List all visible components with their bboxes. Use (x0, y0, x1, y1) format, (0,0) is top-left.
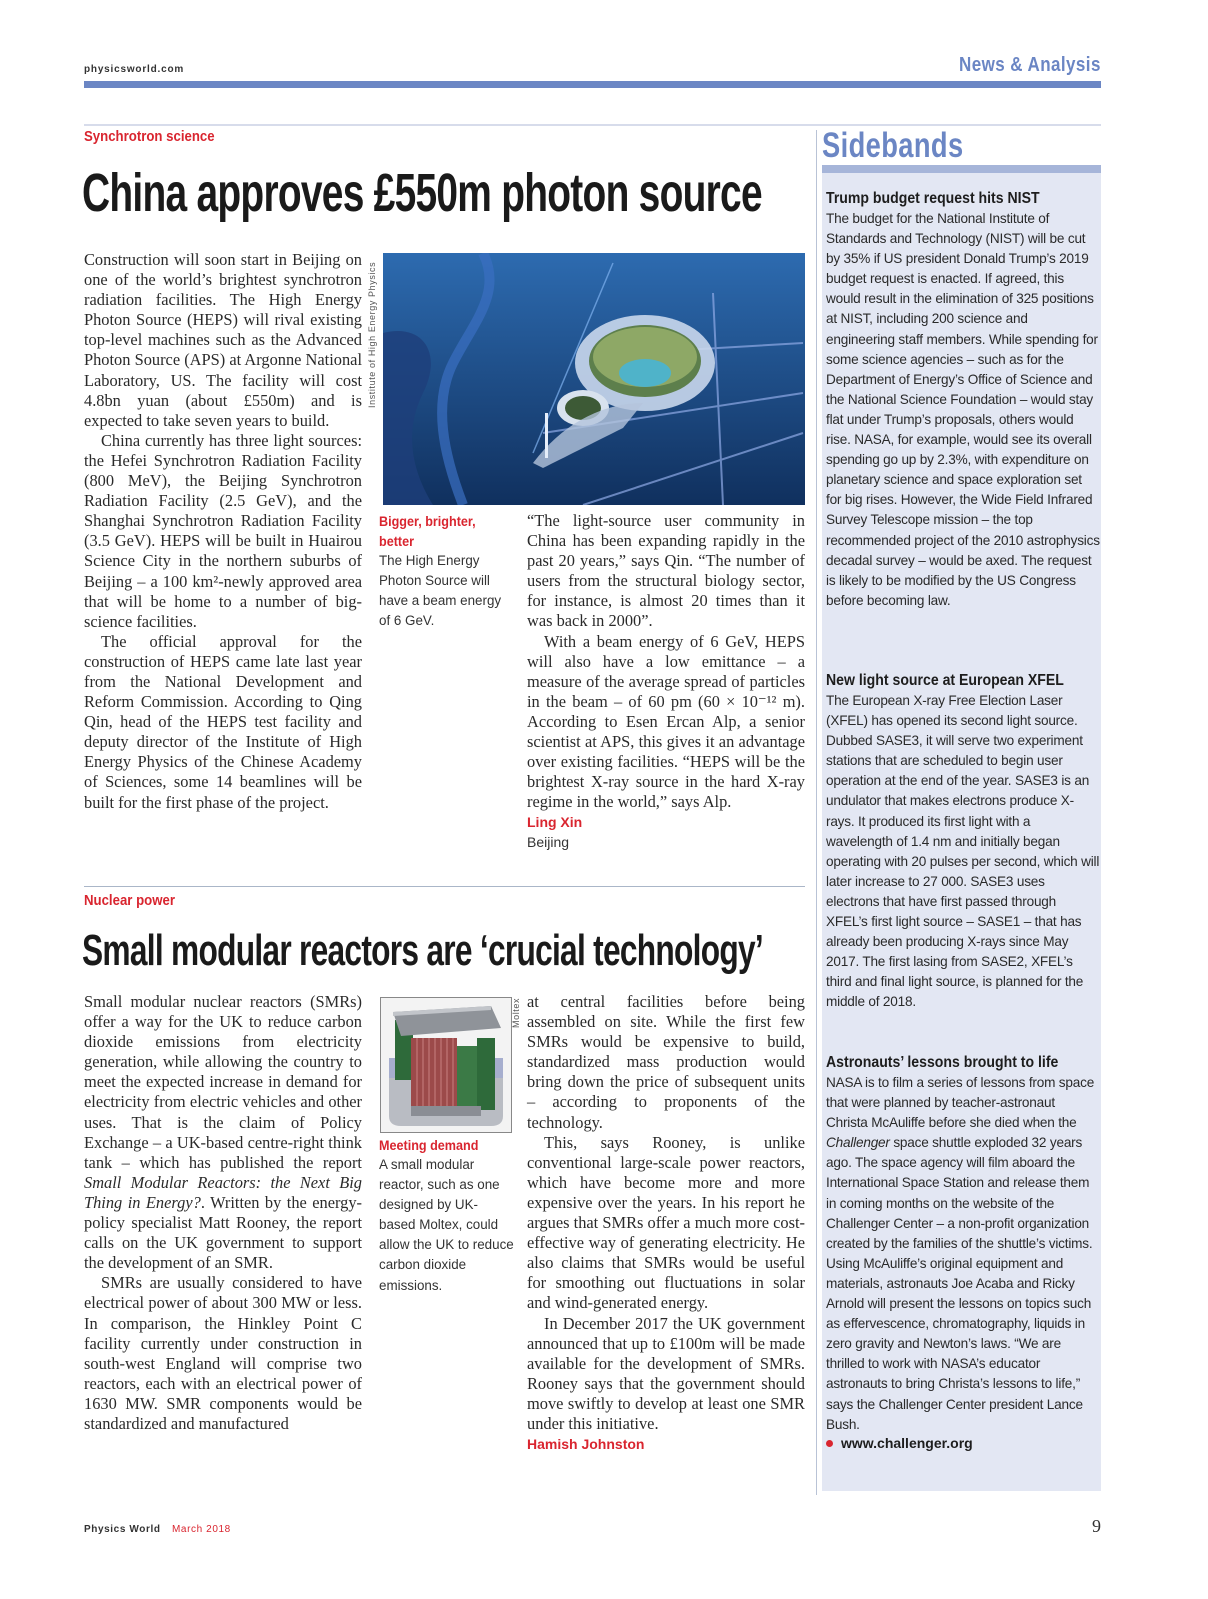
article2-paragraph: SMRs are usually considered to have electrical power of about 300 MW or less. In comparison, the Hinkley Point C facility currently under construction in south-west England will comprise two reactors, each with an electrical power of 1630 MW. SMR components would be standardized and manufactured (84, 1273, 362, 1433)
reactor-illustration (381, 998, 511, 1132)
sidebar-item-xfel (826, 670, 1100, 1013)
link-text[interactable]: www.challenger.org (841, 1434, 973, 1451)
footer-magazine: Physics World (84, 1524, 161, 1535)
section-title: News & Analysis (959, 54, 1101, 76)
sidebar-item-body: The European X-ray Free Election Laser (XFEL) has opened its second light source. Dubbed SASE3, it will serve two experiment stations that are scheduled to begin user operation at the end of the year. SASE3 is an undulator that makes electrons produce X-rays. It produced its first light with a wavelength of 1.4 nm and initially began operating with 20 pulses per second, which will later increase to 27 000. SASE3 uses electrons that have first passed through XFEL’s first light source – SASE1 – that has already been producing X-rays since May 2017. The first lasing from SASE2, XFEL’s third and final light source, is planned for the middle of 2018. (826, 693, 1100, 1010)
sidebar-item-body: The budget for the National Institute of Standards and Technology (NIST) will be cut by 35% if US president Donald Trump’s 2019 budget request is enacted. If agreed, this would result in the elimination of 325 positions at NIST, including 200 science and engineering staff members. While spending for some science agencies – such as for the Department of Energy’s Office of Science and the National Science Foundation – would stay flat under Trump’s proposals, others would rise. NASA, for example, would see its overall spending go up by 2.3%, with expenditure on planetary science and space exploration set for big rises. However, the Wide Field Infrared Survey Telescope mission – the top recommended project of the 2010 astrophysics decadal survey – would be axed. The request is likely to be modified by the US Congress before becoming law. (826, 211, 1100, 608)
article1-paragraph: “The light-source user community in China has been expanding rapidly in the past 20 years,” says Qin. “The number of users from the structural biology sector, for instance, is almost 20 times than it was back in 2000”. (527, 511, 805, 631)
body-text: space shuttle exploded 32 years ago. The space agency will film aboard the International Space Station and release them in coming months on the website of the Challenger Center – a non-profit organization created by the families of the shuttle’s victims. Using McAuliffe’s original equipment and materials, astronauts Joe Acaba and Ricky Arnold will present the lessons on topics such as effervescence, chromatography, liquids in zero gravity and Newton’s laws. “We are thrilled to work with NASA’s educator astronauts to bring Christa’s lessons to life,” says the Challenger Center president Lance Bush. (826, 1135, 1093, 1432)
article1-kicker: Synchrotron science (84, 128, 215, 145)
byline: Hamish Johnston (527, 1436, 645, 1453)
header-bar (84, 81, 1101, 88)
bullet-icon (826, 1440, 833, 1447)
caption-body: The High Energy Photon Source will have a beam energy of 6 GeV. (379, 553, 502, 629)
sidebar-item-headline: Astronauts’ lessons brought to life (826, 1054, 1059, 1071)
article2-paragraph: In December 2017 the UK government announced that up to £100m will be made available for the development of SMRs. Rooney says that the government should move swiftly to develop at least one SMR under this initiative. (527, 1313, 805, 1433)
article2-caption (379, 1135, 514, 1296)
byline-location: Beijing (527, 834, 570, 851)
article-divider (84, 886, 805, 887)
caption-title: Bigger, brighter, better (379, 513, 476, 549)
article2-column-1 (84, 992, 362, 1434)
article1-paragraph: Construction will soon start in Beijing on one of the world’s brightest synchrotron radiation facilities. The High Energy Photon Source (HEPS) will rival existing top-level machines such as the Advanced Photon Source (APS) at Argonne National Laboratory, US. The facility will cost 4.8bn yuan (about £550m) and is expected to take seven years to build. (84, 250, 362, 430)
moltex-reactor-image (380, 997, 512, 1133)
caption-body: A small modular reactor, such as one designed by UK-based Moltex, could allow the UK to reduce carbon dioxide emissions. (379, 1157, 514, 1293)
article1-caption (379, 511, 514, 631)
shuttle-name: Challenger (826, 1135, 890, 1151)
sidebar-title-bar (822, 165, 1101, 173)
body-text: NASA is to film a series of lessons from space that were planned by teacher-astronaut Christa McAuliffe before she died when the (826, 1075, 1095, 1131)
sidebar-item-astronauts (826, 1052, 1100, 1451)
article2-paragraph: This, says Rooney, is unlike conventional large-scale power reactors, which have become more and more expensive over the years. In his report he argues that SMRs offer a much more cost-effective way of generating electricity. He also claims that SMRs would be useful for smoothing out fluctuations in solar and wind-generated energy. (527, 1132, 805, 1313)
sidebar-rule (816, 130, 817, 1495)
challenger-link[interactable] (826, 1435, 1100, 1451)
paragraph-text: Small modular nuclear reactors (SMRs) offer a way for the UK to reduce carbon dioxide emissions from electricity generation, while allowing the country to meet the expected increase in demand for electricity from electric vehicles and other uses. That is the claim of Policy Exchange – a UK-based centre-right think tank – which has published the report (84, 992, 362, 1172)
image-credit: Moltex (511, 997, 521, 1028)
caption-title: Meeting demand (379, 1137, 479, 1153)
article1-paragraph: China currently has three light sources: the Hefei Synchrotron Radiation Facility (800 MeV), the Beijing Synchrotron Radiation Facility (2.5 GeV), and the Shanghai Synchrotron Radiation Facility (3.5 GeV). HEPS will be built in Huairou Science City in the northern suburbs of Beijing – a 100 km²-newly approved area that will be home to a number of big-science facilities. (84, 430, 362, 631)
article1-paragraph: With a beam energy of 6 GeV, HEPS will also have a low emittance – a measure of the average spread of particles in the beam – of 60 pm (60 × 10⁻¹² m). According to Esen Ercan Alp, a senior scientist at APS, this gives it an advantage over existing facilities. “HEPS will be the brightest X-ray source in the hard X-ray regime in the world,” says Alp. (527, 631, 805, 812)
article1-headline: China approves £550m photon source (82, 163, 762, 223)
article2-column-2 (527, 992, 805, 1454)
report-title: Small Modular Reactors: the Next Big Thing in Energy? (84, 1172, 362, 1212)
heps-facility-photo (383, 253, 805, 505)
article1-column-2 (527, 511, 805, 852)
sidebar-item-headline: Trump budget request hits NIST (826, 190, 1040, 207)
footer-date: March 2018 (172, 1524, 231, 1535)
article2-kicker: Nuclear power (84, 892, 175, 909)
sidebar-item-body (826, 1073, 1100, 1435)
sidebar-item-nist (826, 188, 1100, 611)
article2-headline: Small modular reactors are ‘crucial technology’ (82, 926, 763, 975)
page-number: 9 (1092, 1516, 1101, 1536)
heps-aerial-illustration (383, 253, 805, 505)
paragraph-text: . Written by the energy-policy specialist Matt Rooney, the report calls on the UK government to support the development of an SMR. (84, 1192, 362, 1273)
image-credit: Institute of High Energy Physics (367, 261, 377, 408)
article1-paragraph: The official approval for the construction of HEPS came late last year from the National Development and Reform Commission. According to Qing Qin, head of the HEPS test facility and deputy director of the Institute of High Energy Physics of the Chinese Academy of Sciences, some 14 beamlines will be built for the first phase of the project. (84, 631, 362, 812)
byline: Ling Xin (527, 814, 583, 831)
article1-column-1 (84, 250, 362, 813)
sidebar-item-headline: New light source at European XFEL (826, 672, 1064, 689)
site-url[interactable]: physicsworld.com (84, 64, 185, 75)
sidebar-title: Sidebands (822, 126, 964, 165)
article2-paragraph (84, 992, 362, 1273)
article2-paragraph: at central facilities before being assembled on site. While the first few SMRs would be expensive to build, standardized mass production would bring down the price of subsequent units – according to proponents of the technology. (527, 992, 805, 1132)
